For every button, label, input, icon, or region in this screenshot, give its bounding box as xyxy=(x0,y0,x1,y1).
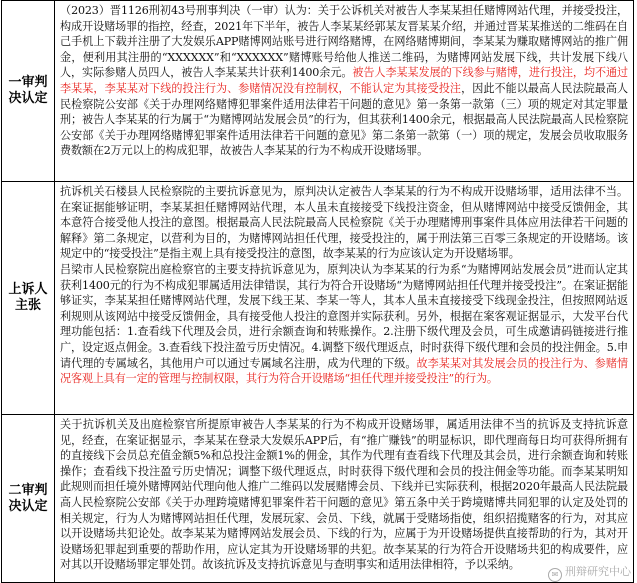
body-text: ，因此不能以最高人民法院最高人民检察院公安部《关于办理网络赌博犯罪案件适用法律若干问题的意见》第一条第一款第（三）项的规定对其定罪量刑；被告人李某某的行为属于“为赌博网站发展会员”的行为，但其获利1400余元，根据最高人民法院最高人民检察院公安部《关于办理网络赌博犯罪案件适用法律若干问题的意见》第二条第一款第（一）项的规定，发展会员收取服务费数额在2万元以上的构成犯罪，故被告人李某某的行为不构成开设赌场罪。 xyxy=(60,81,628,158)
watermark-text: 刑辩研究中心 xyxy=(565,565,631,578)
watermark xyxy=(548,563,631,582)
table-row xyxy=(2,1,634,182)
highlighted-text: 故李某某对其发展会员的投注行为、参赌情况客观上具有一定的管理与控制权限，其行为符合开设赌场“担任代理并接受投注”的行为。 xyxy=(60,356,628,386)
row-label-line: 主张 xyxy=(14,298,41,313)
highlighted-text: 被告人李某某发展的下线参与赌博，进行投注，均不通过李某某，李某某对下线的投注行为、参赌情况没有控制权，不能认定为其接受投注 xyxy=(60,66,628,95)
paragraph xyxy=(60,184,628,262)
row-label-line: 决认定 xyxy=(8,91,48,106)
row-content xyxy=(55,415,634,583)
row-label-line: 决认定 xyxy=(8,498,48,514)
table-row xyxy=(2,415,634,583)
table-row xyxy=(2,182,634,415)
body-text: 吕梁市人民检察院出庭检察官的主要支持抗诉意见为，原判决认为李某某的行为系“为赌博网站发展会员”进而认定其获利1400元的行为不构成犯罪属适用法律错误，其行为符合开设赌场“为赌博网站担任代理并接受投注”。在案证据能够证实，李某某担任赌博网站代理，发展下线王某、李某一等人，其本人虽未直接接受下线现金投注，但按照网站返利规则从该网站中接受反馈佣金，具有接受他人投注的意图并实际获利。另外，根据在案客观证据显示，大发平台代理功能包括：1.查看线下代理及会员，进行余额查询和转账操作。2.注册下级代理及会员，可生成邀请码链接进行推广，设定返点佣金。3.查看线下投注盈亏历史情况。4.调整下级代理返点，时时获得下级代理和会员的投注佣金。5.申请代理的专属域名，其他用户可以通过专属域名注册，成为代理的下级。 xyxy=(60,262,628,370)
row-label xyxy=(2,1,55,182)
paragraph xyxy=(60,262,628,387)
body-text: （2023）晋1126刑初43号刑事判决（一审）认为：关于公诉机关对被告人李某某担任赌博网站代理，并接受投注，构成开设赌场罪的指控，经查，2021年下半年，被告人李某某经郭某友晋某某介绍，并通过晋某某推送的二维码在自己手机上下载并注册了大发娱乐APP赌博网站账号进行网络赌博，在网络赌博期间，李某某为赚取赌博网站的推广佣金，便利用其注册的“XXXXXX”和“XXXXXX”赌博账号给他人推送二维码，为赌博网站发展下线，共计发展下线八人，实际参赌人员四人，被告人李某某共计获利1400余元。 xyxy=(60,4,628,80)
row-label xyxy=(2,415,55,583)
row-label-line: 一审判 xyxy=(8,75,48,90)
row-label-line: 上诉人 xyxy=(8,282,48,297)
row-content xyxy=(55,182,634,415)
row-label-line: 二审判 xyxy=(8,482,48,498)
wechat-icon: ✉ xyxy=(548,568,562,582)
paragraph xyxy=(60,3,628,159)
body-text: 关于抗诉机关及出庭检察官所提原审被告人李某某的行为不构成开设赌场罪，属适用法律不当的抗诉及支持抗诉意见，经查，在案证据显示，李某某在登录大发娱乐APP后，有“推广赚钱”的明显标识，即代理商每日均可获得所拥有的直接线下会员总充值金额5%和总投注金额1%的佣金，其作为代理有查看线下代理及其会员，进行余额查询和转账操作；查看线下投注盈亏历史情况；调整下级代理返点，时时获得下级代理和会员的投注佣金等功能。而李某某明知此规则而担任境外赌博网站代理向他人推广二维码以发展赌博会员、下线并已实际获利，根据2020年最高人民法院最高人民检察院公安部《关于办理跨境赌博犯罪案件若干问题的意见》第五条中关于跨境赌博共同犯罪的认定及处罚的相关规定，行为人为赌博网站担任代理，发展玩家、会员、下线，就属于受赌场指使，组织招揽赌客的行为，对其应以开设赌场共犯论处。故李某某为赌博网站发展会员、下线的行为，应属于为开设赌场提供直接帮助的行为，其对开设赌场犯罪起到重要的帮助作用，应认定其为开设赌场罪的共犯。故李某某的行为符合开设赌场共犯的构成要件，应对其以开设赌场罪定罪处罚。故该抗诉及支持抗诉意见与查明事实和适用法律相符，予以采纳。 xyxy=(60,418,628,572)
row-content xyxy=(55,1,634,182)
judgment-comparison-table xyxy=(1,0,634,583)
row-label xyxy=(2,182,55,415)
paragraph xyxy=(60,417,628,573)
body-text: 抗诉机关石楼县人民检察院的主要抗诉意见为，原判决认定被告人李某某的行为不构成开设赌场罪，适用法律不当。在案证据能够证明，李某某担任赌博网站代理，本人虽未直接接受下线投注资金，但从赌博网站中接受反馈佣金，其本意符合接受他人投注的意图。根据最高人民法院最高人民检察院《关于办理赌博刑事案件具体应用法律若干问题的解释》第二条规定，以营利为目的，为赌博网站担任代理，接受投注的，属于刑法第三百零三条规定的开设赌场。该规定中的“接受投注”是指主观上具有接受投注的意图，故李某某的行为应该认定为开设赌场罪。 xyxy=(60,185,628,261)
